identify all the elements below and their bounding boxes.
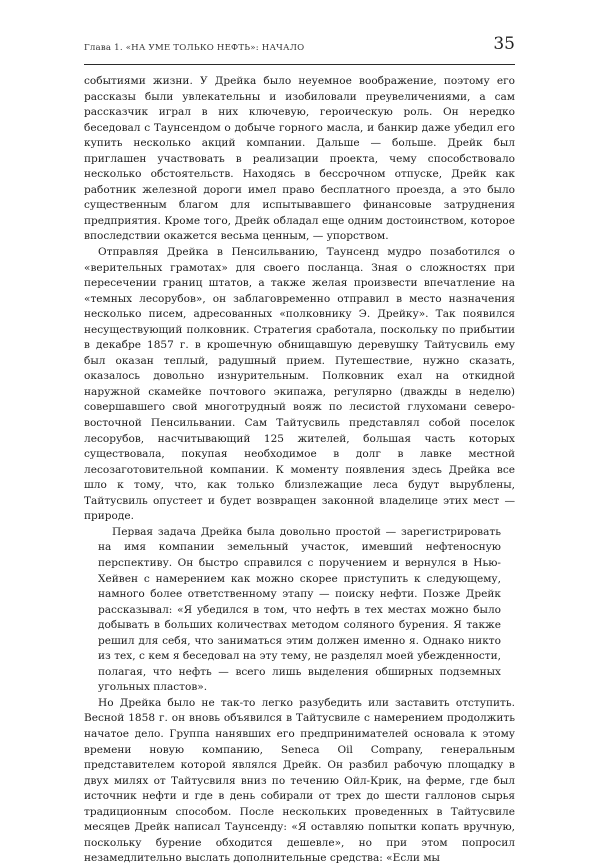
paragraph-2: Отправляя Дрейка в Пенсильванию, Таунсенд мудро позаботился о «верительных грамотах» для своего посланца. Зная о сложностях при пересечении границ штатов, а также желая произвести впечатление на «темных лесорубов», он заблаговременно отправил в место назначения несколько писем, адресованных «полковнику Э. Дрейку». Так появился несуществующий полковник. Стратегия сработала, поскольку по прибытии в декабре 1857 г. в крошечную обнищавшую деревушку Тайтусвиль ему был оказан теплый, радушный прием. Путешествие, нужно сказать, оказалось довольно изнурительным. Полковник ехал на откидной наружной скамейке почтового экипажа, регулярно (дважды в неделю) совершавшего свой многотрудный вояж по лесистой глухомани северо-восточной Пенсильвании. Сам Тайтусвиль представлял собой поселок лесорубов, насчитывающий 125 жителей, большая часть которых существовала, покупая необходимое в долг в лавке местной лесозаготовительной компании. К моменту появления здесь Дрейка все шло к тому, что, как только близлежащие леса будут вырублены, Тайтусвиль опустеет и будет возвращен законной владелице этих мест — природе. xyxy=(84,246,515,523)
page-header xyxy=(84,34,515,70)
page-number: 35 xyxy=(493,34,515,54)
header-rule xyxy=(84,64,515,65)
paragraph-4: Но Дрейка было не так-то легко разубедить или заставить отступить. Весной 1858 г. он вновь объявился в Тайтусвиле с намерением продолжить начатое дело. Группа нанявших его предпринимателей основала к этому времени новую компанию, Seneca Oil Company, генеральным представителем которой являлся Дрейк. Он разбил рабочую площадку в двух милях от Тайтусвиля вниз по течению Ойл-Крик, на ферме, где был источник нефти и где в день собирали от трех до шести галлонов сырья традиционным способом. После нескольких проведенных в Тайтусвиле месяцев Дрейк написал Таунсенду: «Я оставляю попытки копать вручную, поскольку бурение обходится дешевле», но при этом попросил незамедлительно выслать дополнительные средства: «Если мы xyxy=(84,696,515,865)
running-head: Глава 1. «НА УМЕ ТОЛЬКО НЕФТЬ»: НАЧАЛО xyxy=(84,43,305,53)
paragraph-3: Первая задача Дрейка была довольно простой — зарегистрировать на имя компании земельный участок, имевший нефтеносную перспективу. Он быстро справился с поручением и вернулся в Нью-Хейвен с намерением как можно скорее приступить к следующему, намного более ответственному этапу — поиску нефти. Позже Дрейк рассказывал: «Я убедился в том, что нефть в тех местах можно было добывать в больших количествах методом соляного бурения. Я также решил для себя, что заниматься этим должен именно я. Однако никто из тех, с кем я беседовал на эту тему, не разделял моей убежденности, полагая, что нефть — всего лишь выделения обширных подземных угольных пластов». xyxy=(98,525,501,694)
body-text xyxy=(84,74,515,867)
paragraph-1: событиями жизни. У Дрейка было неуемное воображение, поэтому его рассказы были увлекательны и изобиловали преувеличениями, а сам рассказчик играл в них ключевую, героическую роль. Он нередко беседовал с Таунсендом о добыче горного масла, и банкир даже убедил его купить несколько акций компании. Дальше — больше. Дрейк был приглашен участвовать в реализации проекта, чему способствовало несколько обстоятельств. Находясь в бессрочном отпуске, Дрейк как работник железной дороги имел право бесплатного проезда, а это было существенным благом для испытывавшего финансовые затруднения предприятия. Кроме того, Дрейк обладал еще одним достоинством, которое впоследствии окажется весьма ценным, — упорством. xyxy=(84,75,515,243)
